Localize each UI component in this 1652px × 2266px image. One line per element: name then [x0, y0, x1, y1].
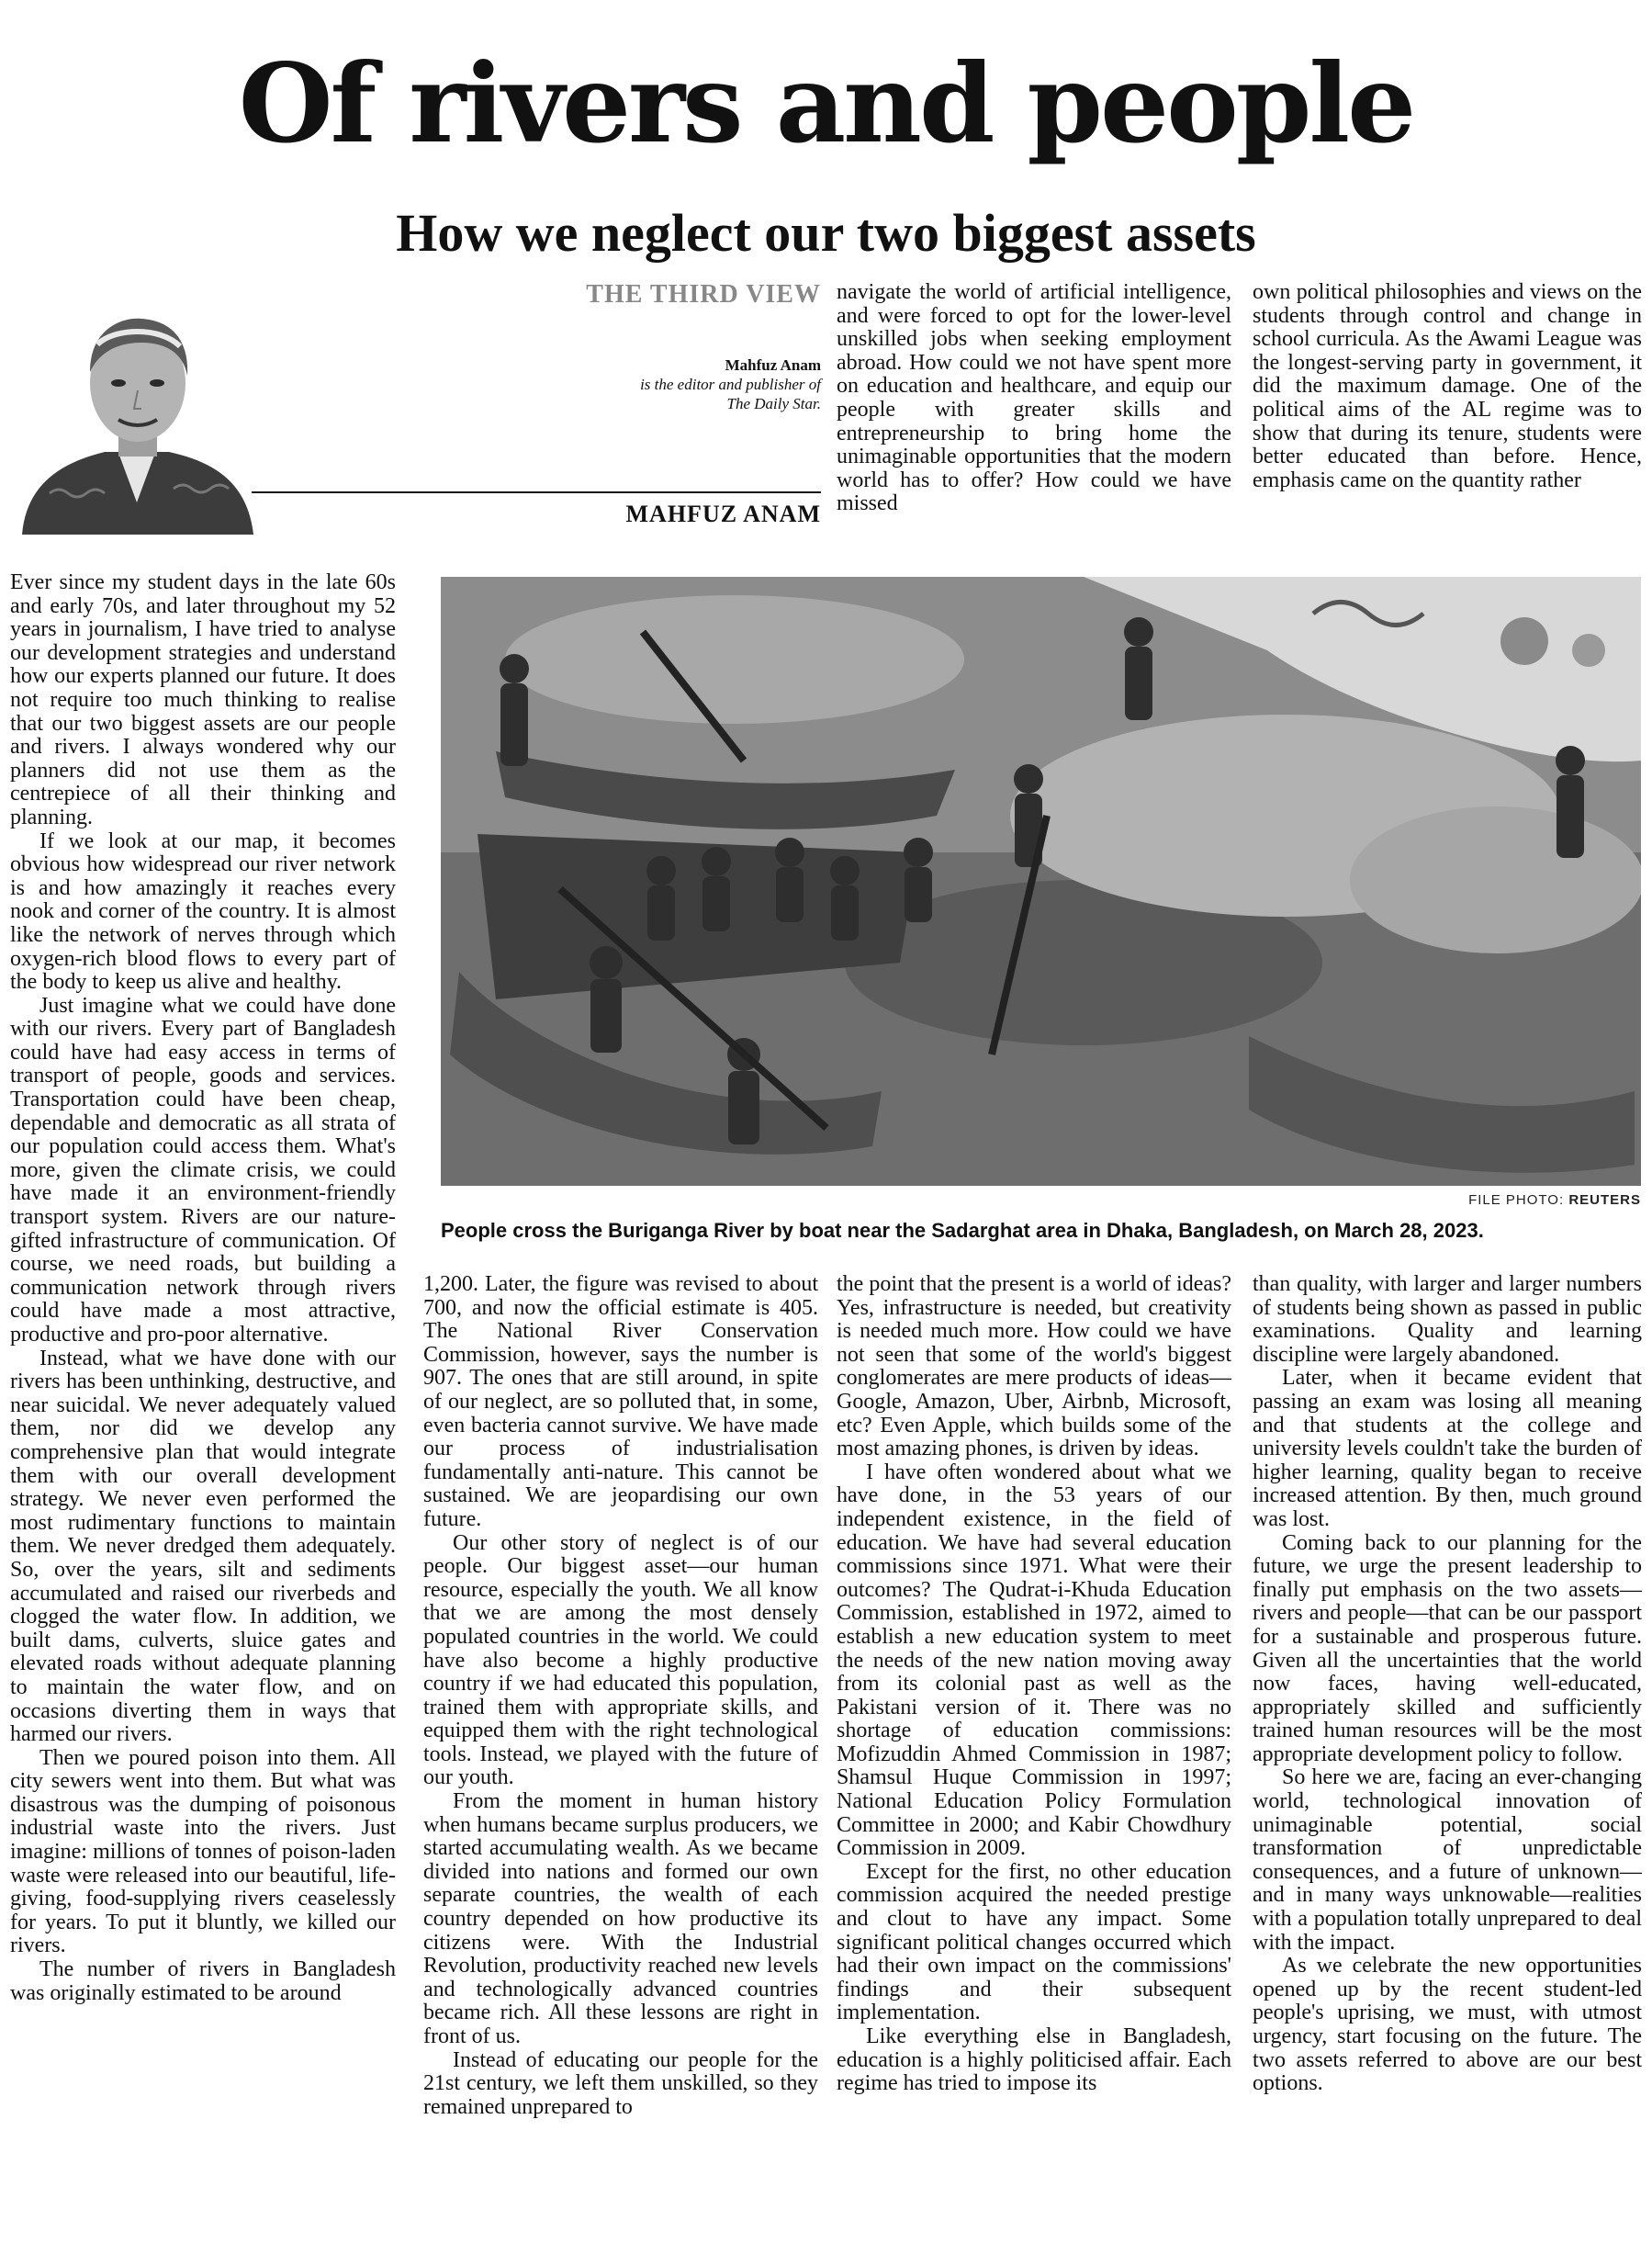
paragraph: Coming back to our planning for the future, we urge the present leadership to finally put emphasis on the two assets—rivers and people—that can be our passport for a sustainable and prosperous future. Given all the uncertainties that the world now faces, having well-educated, appropriately skilled and sufficiently trained human resources will be the most appropriate development policy to follow. [1253, 1530, 1642, 1766]
paragraph: than quality, with larger and larger numbers of students being shown as passed in public examinations. Quality and learning discipline were largely abandoned. [1253, 1273, 1642, 1367]
headline: Of rivers and people [238, 39, 1414, 167]
river-photo [441, 577, 1641, 1186]
author-name-small: Mahfuz Anam [725, 356, 821, 374]
author-role-line2: The Daily Star. [726, 395, 821, 412]
article-column-bottom-1 [423, 1273, 818, 2263]
article-column-left [10, 571, 396, 2261]
paragraph: Except for the first, no other education commission acquired the needed prestige and clout to have any impact. Some significant political changes occurred which had their own impact on the commissions' findings and their subsequent implementation. [837, 1859, 1231, 2025]
author-role-line1: is the editor and publisher of [640, 376, 821, 393]
byline-rule [252, 491, 821, 493]
photo-caption: People cross the Buriganga River by boat near the Sadarghat area in Dhaka, Bangladesh, on March 28, 2023. [441, 1219, 1484, 1242]
photo-credit-prefix: FILE PHOTO: [1468, 1192, 1565, 1208]
article-column-bottom-3 [1253, 1273, 1642, 2263]
article-column-top-2 [837, 281, 1231, 538]
paragraph: The number of rivers in Bangladesh was originally estimated to be around [10, 1957, 396, 2005]
paragraph: Just imagine what we could have done with our rivers. Every part of Bangladesh could have had easy access in terms of transport of people, goods and services. Transportation could have been cheap, dependable and democratic as all strata of our population could access them. What's more, given the climate crisis, we could have made it an environment-friendly transport system. Rivers are our nature-gifted infrastructure of communication. Of course, we need roads, but building a communication network through rivers could have made a most attractive, productive and pro-poor alternative. [10, 993, 396, 1347]
paragraph: the point that the present is a world of ideas? Yes, infrastructure is needed, but creativity is needed much more. How could we have not seen that some of the world's biggest conglomerates are mere products of ideas—Google, Amazon, Uber, Airbnb, Microsoft, etc? Even Apple, which builds some of the most amazing phones, is driven by ideas. [837, 1273, 1231, 1461]
article-column-bottom-2 [837, 1273, 1231, 2263]
paragraph: As we celebrate the new opportunities opened up by the recent student-led people's uprising, we must, with utmost urgency, start focusing on the future. The two assets referred to above are our best options. [1253, 1954, 1642, 2096]
author-info [640, 355, 821, 413]
author-portrait [13, 291, 261, 535]
paragraph: own political philosophies and views on the students through control and change in school curricula. As the Awami League was the longest-serving party in government, it did the maximum damage. One of the political aims of the AL regime was to show that during its tenure, students were better educated than before. Hence, emphasis came on the quantity rather [1253, 281, 1642, 492]
paragraph: 1,200. Later, the figure was revised to about 700, and now the official estimate is 405. The National River Conservation Commission, however, says the number is 907. The ones that are still around, in spite of our neglect, are so polluted that, in some, even bacteria cannot survive. We have made our process of industrialisation fundamentally anti-nature. This cannot be sustained. We are jeopardising our own future. [423, 1273, 818, 1531]
paragraph: Instead of educating our people for the 21st century, we left them unskilled, so they remained unprepared to [423, 2047, 818, 2119]
subheadline: How we neglect our two biggest assets [396, 203, 1256, 263]
paragraph: navigate the world of artificial intelligence, and were forced to opt for the lower-level unskilled jobs when seeking employment abroad. How could we not have spent more on education and healthcare, and equip our people with greater skills and entrepreneurship to bring home the unimaginable opportunities that the modern world has to offer? How could we have missed [837, 281, 1231, 516]
article-column-top-3 [1253, 281, 1642, 538]
photo-credit [1468, 1192, 1641, 1208]
paragraph: If we look at our map, it becomes obvious how widespread our river network is and how amazingly it reaches every nook and corner of the country. It is almost like the network of nerves through which oxygen-rich blood flows to every part of the body to keep us alive and healthy. [10, 829, 396, 995]
paragraph: I have often wondered about what we have done, in the 53 years of our independent existence, in the field of education. We have had several education commissions since 1971. What were their outcomes? The Qudrat-i-Khuda Education Commission, established in 1972, aimed to establish a new education system to meet the needs of the new nation moving away from its colonial past as well as the Pakistani version of it. There was no shortage of education commissions: Mofizuddin Ahmed Commission in 1987; Shamsul Huque Commission in 1997; National Education Policy Formulation Committee in 2000; and Kabir Chowdhury Commission in 2009. [837, 1460, 1231, 1861]
column-name: THE THIRD VIEW [586, 280, 821, 309]
paragraph: Later, when it became evident that passing an exam was losing all meaning and that students at the college and university levels couldn't take the burden of higher learning, quality began to receive increased attention. By then, much ground was lost. [1253, 1366, 1642, 1531]
paragraph: Then we poured poison into them. All city sewers went into them. But what was disastrous was the dumping of poisonous industrial waste into the rivers. Just imagine: millions of tonnes of poison-laden waste were released into our beautiful, life-giving, food-supplying rivers ceaselessly for years. To put it bluntly, we killed our rivers. [10, 1745, 396, 1958]
photo-credit-source: REUTERS [1568, 1192, 1641, 1208]
paragraph: Ever since my student days in the late 60s and early 70s, and later throughout my 52 years in journalism, I have tried to analyse our development strategies and understand how our experts planned our future. It does not require too much thinking to realise that our two biggest assets are our people and rivers. I always wondered why our planners did not use them as the centrepiece of all their thinking and planning. [10, 571, 396, 829]
paragraph: From the moment in human history when humans became surplus producers, we started accumulating wealth. As we became divided into nations and formed our own separate countries, the wealth of each country depended on how productive its citizens were. With the Industrial Revolution, productivity reached new levels and technologically advanced countries became rich. All these lessons are right in front of us. [423, 1789, 818, 2048]
paragraph: Our other story of neglect is of our people. Our biggest asset—our human resource, especially the youth. We all know that we are among the most densely populated countries in the world. We could have also become a highly productive country if we had educated this population, trained them with appropriate skills, and equipped them with the right technological tools. Instead, we played with the future of our youth. [423, 1530, 818, 1790]
author-block [13, 280, 821, 537]
paragraph: Instead, what we have done with our rivers has been unthinking, destructive, and near suicidal. We never adequately valued them, nor did we develop any comprehensive plan that would integrate them with our overall development strategy. We never even performed the most rudimentary functions to maintain them. We never dredged them adequately. So, over the years, silt and sediments accumulated and raised our riverbeds and clogged the water flow. In addition, we built dams, culverts, sluice gates and elevated roads without adequate planning to maintain the water flow, and on occasions diverting them in ways that harmed our rivers. [10, 1346, 396, 1747]
author-byline: MAHFUZ ANAM [625, 501, 821, 527]
paragraph: So here we are, facing an ever-changing world, technological innovation of unimaginable potential, social transformation of unpredictable consequences, and a future of unknown—and in many ways unknowable—realities with a population totally unprepared to deal with the impact. [1253, 1765, 1642, 1955]
paragraph: Like everything else in Bangladesh, education is a highly politicised affair. Each regime has tried to impose its [837, 2024, 1231, 2096]
